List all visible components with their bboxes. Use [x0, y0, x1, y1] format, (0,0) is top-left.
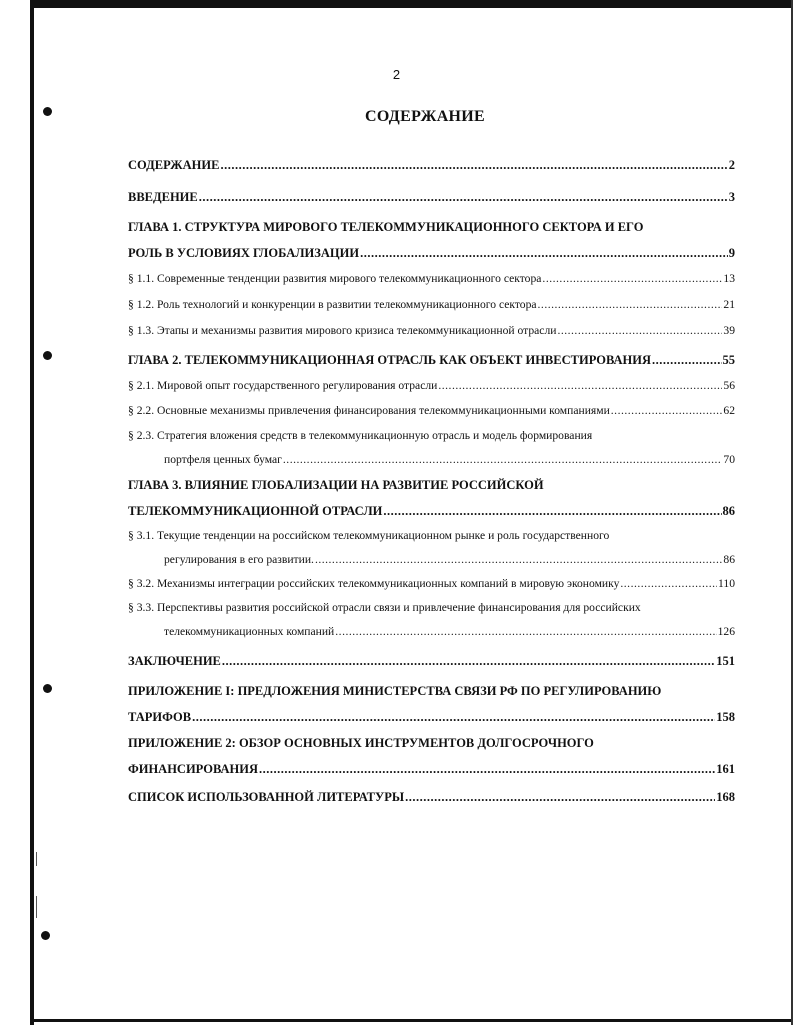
scan-border-bottom [30, 1019, 793, 1022]
toc-entry-title: СОДЕРЖАНИЕ [128, 158, 220, 172]
dot-leader [652, 346, 721, 374]
punch-hole-mark [43, 351, 52, 360]
dot-leader [405, 782, 715, 812]
toc-page-number: 158 [716, 710, 735, 724]
toc-page-number: 161 [716, 762, 735, 776]
toc-entry [128, 292, 735, 318]
toc-entry [128, 150, 735, 180]
toc-page-number: 70 [723, 453, 735, 466]
toc-entry [128, 524, 735, 572]
toc-entry-title: СПИСОК ИСПОЛЬЗОВАННОЙ ЛИТЕРАТУРЫ [128, 790, 405, 804]
dot-leader [335, 620, 716, 644]
toc-entry [128, 214, 735, 266]
toc-entry [128, 596, 735, 644]
punch-hole-mark [41, 931, 50, 940]
toc-entry [128, 572, 735, 596]
dot-leader [220, 150, 727, 180]
toc-entry-title: ГЛАВА 1. СТРУКТУРА МИРОВОГО ТЕЛЕКОММУНИКАЦИОННОГО СЕКТОРА И ЕГО [128, 220, 644, 234]
toc-page-number: 21 [723, 298, 735, 311]
toc-entry [128, 374, 735, 398]
toc-entry-title: ТАРИФОВ [128, 710, 192, 724]
scan-artifact-tick [36, 852, 37, 866]
toc-page-number: 151 [716, 654, 735, 668]
toc-entry-title: § 1.3. Этапы и механизмы развития мирового кризиса телекоммуникационной отрасли [128, 324, 557, 337]
toc-entry-title: портфеля ценных бумаг [164, 453, 282, 466]
dot-leader [283, 448, 723, 472]
toc-entry [128, 678, 735, 730]
toc-entry-title: § 2.1. Мировой опыт государственного регулирования отрасли [128, 379, 438, 392]
page-number: 2 [392, 67, 401, 82]
toc-page-number: 9 [728, 246, 735, 260]
table-of-contents [128, 150, 735, 812]
toc-page-number: 55 [722, 353, 735, 367]
dot-leader [199, 182, 728, 212]
scan-artifact-tick [36, 896, 37, 918]
toc-entry-title: ТЕЛЕКОММУНИКАЦИОННОЙ ОТРАСЛИ [128, 504, 383, 518]
toc-page-number: 2 [728, 158, 735, 172]
toc-page-number: 62 [723, 404, 735, 417]
toc-page-number: 86 [723, 553, 735, 566]
toc-page-number: 110 [718, 577, 735, 590]
toc-page-number: 3 [728, 190, 735, 204]
toc-entry [128, 646, 735, 676]
toc-entry-title: ГЛАВА 3. ВЛИЯНИЕ ГЛОБАЛИЗАЦИИ НА РАЗВИТИЕ РОССИЙСКОЙ [128, 478, 544, 492]
dot-leader [383, 498, 721, 524]
toc-entry-title: ПРИЛОЖЕНИЕ 2: ОБЗОР ОСНОВНЫХ ИНСТРУМЕНТОВ ДОЛГОСРОЧНОГО [128, 736, 594, 750]
toc-page-number: 168 [716, 790, 735, 804]
dot-leader [438, 374, 722, 398]
toc-entry-title: § 2.2. Основные механизмы привлечения финансирования телекоммуникационными компаниями [128, 404, 610, 417]
toc-page-number: 56 [723, 379, 735, 392]
toc-page-number: 39 [723, 324, 735, 337]
dot-leader [611, 398, 723, 424]
toc-entry [128, 182, 735, 212]
toc-entry-title: ВВЕДЕНИЕ [128, 190, 198, 204]
toc-page-number: 126 [717, 625, 735, 638]
toc-entry [128, 346, 735, 374]
scan-border-top [32, 0, 793, 8]
dot-leader [192, 704, 715, 730]
toc-entry-title: § 1.1. Современные тенденции развития мирового телекоммуникационного сектора [128, 272, 542, 285]
toc-entry [128, 266, 735, 292]
toc-entry [128, 318, 735, 344]
toc-entry-title: РОЛЬ В УСЛОВИЯХ ГЛОБАЛИЗАЦИИ [128, 246, 360, 260]
dot-leader [315, 548, 722, 572]
toc-entry [128, 782, 735, 812]
toc-entry-title: регулирования в его развитии. [164, 553, 314, 566]
dot-leader [557, 318, 722, 344]
toc-entry-title: ФИНАНСИРОВАНИЯ [128, 762, 259, 776]
toc-entry-title: ЗАКЛЮЧЕНИЕ [128, 654, 221, 668]
toc-entry [128, 472, 735, 524]
toc-entry-title: § 3.2. Механизмы интеграции российских телекоммуникационных компаний в мировую экономику [128, 577, 620, 590]
toc-entry [128, 398, 735, 424]
toc-entry [128, 730, 735, 782]
toc-page-number: 86 [722, 504, 735, 518]
toc-entry-title: § 1.2. Роль технологий и конкуренции в развитии телекоммуникационного сектора [128, 298, 537, 311]
dot-leader [542, 266, 722, 292]
toc-entry-title: § 2.3. Стратегия вложения средств в телекоммуникационную отрасль и модель формирования [128, 429, 593, 442]
dot-leader [538, 292, 723, 318]
punch-hole-mark [43, 684, 52, 693]
dot-leader [360, 240, 728, 266]
toc-entry-title: ГЛАВА 2. ТЕЛЕКОММУНИКАЦИОННАЯ ОТРАСЛЬ КАК ОБЪЕКТ ИНВЕСТИРОВАНИЯ [128, 353, 652, 367]
toc-entry-title: ПРИЛОЖЕНИЕ I: ПРЕДЛОЖЕНИЯ МИНИСТЕРСТВА СВЯЗИ РФ ПО РЕГУЛИРОВАНИЮ [128, 684, 662, 698]
dot-leader [620, 572, 717, 596]
scan-border-left [30, 0, 34, 1025]
dot-leader [222, 646, 715, 676]
dot-leader [259, 756, 715, 782]
toc-entry-title: § 3.3. Перспективы развития российской отрасли связи и привлечение финансирования для российских [128, 601, 641, 614]
toc-entry-title: § 3.1. Текущие тенденции на российском телекоммуникационном рынке и роль государственного [128, 529, 610, 542]
page-title: СОДЕРЖАНИЕ [364, 108, 486, 125]
toc-entry-title: телекоммуникационных компаний [164, 625, 335, 638]
toc-entry [128, 424, 735, 472]
toc-page-number: 13 [723, 272, 735, 285]
